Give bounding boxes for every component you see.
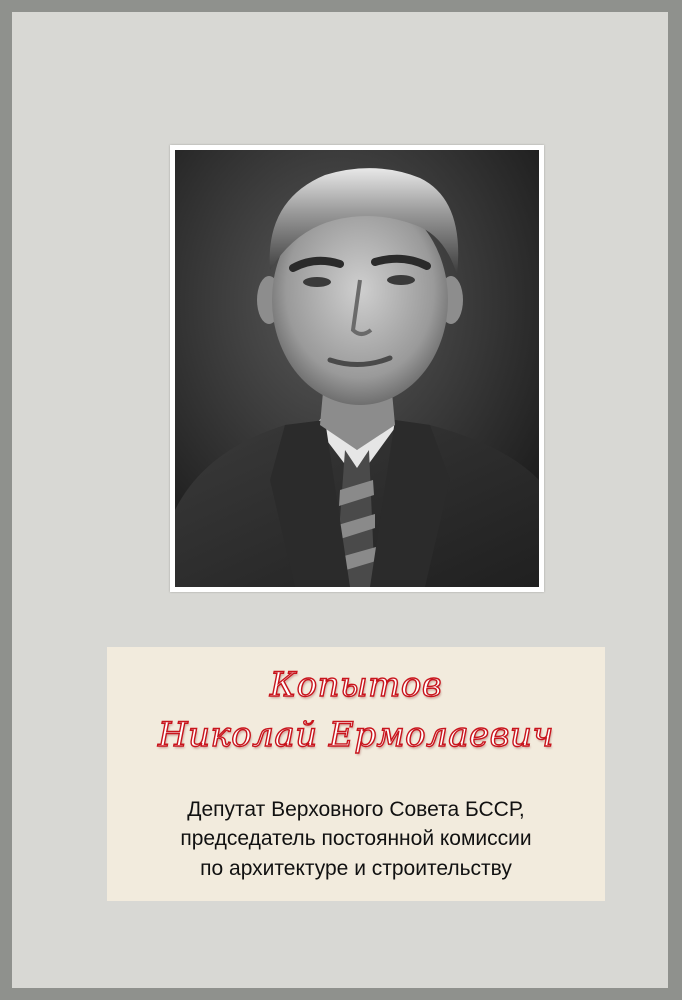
portrait-frame: [170, 145, 544, 592]
memorial-panel: [12, 12, 668, 988]
person-surname: Копытов: [269, 665, 443, 705]
description-line-2: председатель постоянной комиссии: [180, 827, 532, 850]
description-line-1: Депутат Верховного Совета БССР,: [187, 798, 525, 821]
caption-plaque: [107, 647, 605, 901]
person-given-names: Николай Ермолаевич: [157, 715, 555, 755]
description-line-3: по архитектуре и строительству: [200, 857, 512, 880]
portrait-photo: [175, 150, 539, 587]
